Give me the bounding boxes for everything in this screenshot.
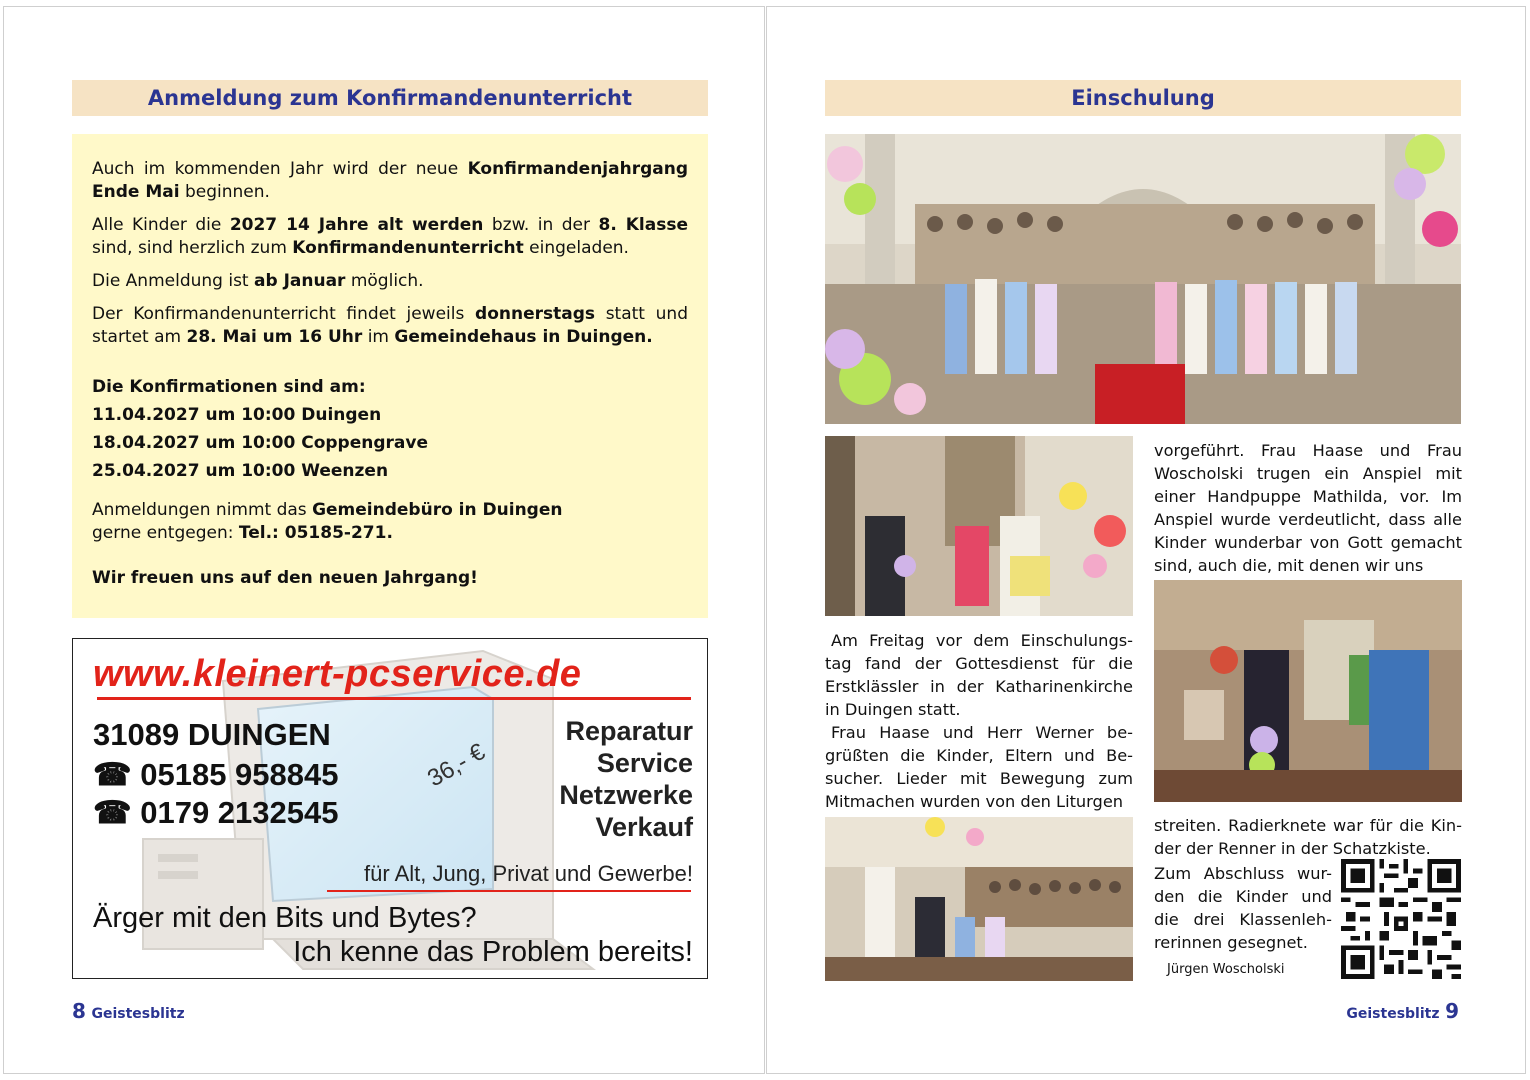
article-paragraph: Frau Haase und Herr Werner be-grüßten die Kinder, Eltern und Be-sucher. Lieder mit Bewegung zum Mitmachen wurden von den Liturgen — [825, 723, 1133, 811]
left-page — [3, 6, 765, 1074]
magazine-name: Geistesblitz — [91, 1006, 185, 1022]
ad-price: 36,- € — [423, 738, 490, 793]
ad-city: 31089 DUINGEN — [93, 717, 331, 752]
article-column-2-middle: streiten. Radierknete war für die Kin-der der Renner in der Schatzkiste. — [1154, 816, 1462, 858]
photo-blessing — [825, 817, 1133, 981]
ad-service: Verkauf — [595, 812, 693, 842]
photo-puppet-play — [1154, 580, 1462, 802]
paragraph-5: Anmeldungen nimmt das Gemeindebüro in Duingen gerne entgegen: Tel.: 05185-271. — [92, 500, 563, 543]
ad-service: Service — [596, 748, 693, 778]
paragraph-4: Der Konfirmandenunterricht findet jeweils donnerstags statt und startet am 28. Mai um 16 Uhr im Gemeindehaus in Duingen. — [92, 304, 688, 347]
article-paragraph: Am Freitag vor dem Einschulungs-tag fand der Gottesdienst für die Erstklässler in der Katharinenkirche in Duingen statt. — [825, 631, 1133, 719]
ad-url-underline — [97, 697, 691, 700]
magazine-name: Geistesblitz — [1346, 1006, 1440, 1022]
left-page-footer — [72, 999, 185, 1023]
page-number: 9 — [1445, 999, 1459, 1023]
photo-children-in-church — [825, 134, 1461, 424]
ad-service: Netzwerke — [559, 780, 693, 810]
author-name: Jürgen Woscholski — [1167, 962, 1285, 977]
ad-phone-2: ☎ 0179 2132545 — [93, 795, 339, 830]
ad-phone-1: ☎ 05185 958845 — [93, 757, 339, 792]
right-page-footer — [1346, 999, 1459, 1023]
confirmation-date: 18.04.2027 um 10:00 Coppengrave — [92, 433, 428, 453]
ad-slogan-2: Ich kenne das Problem bereits! — [293, 936, 693, 968]
article-column-2-bottom: Zum Abschluss wur-den die Kinder und die drei Klassenleh-rerinnen gesegnet. — [1154, 864, 1332, 952]
confirmations-heading: Die Konfirmationen sind am: — [92, 377, 366, 397]
left-page-title: Anmeldung zum Konfirmandenunterricht — [72, 80, 708, 116]
ad-tagline-underline — [327, 890, 691, 892]
confirmation-date: 11.04.2027 um 10:00 Duingen — [92, 405, 382, 425]
photo-liturgists-waving — [825, 436, 1133, 616]
registration-info-box — [72, 134, 708, 618]
article-column-1 — [825, 629, 1133, 813]
right-page-title: Einschulung — [825, 80, 1461, 116]
paragraph-3: Die Anmeldung ist ab Januar möglich. — [92, 271, 424, 291]
article-column-2-top: vorgeführt. Frau Haase und Frau Woscholski trugen ein Anspiel mit einer Handpuppe Mathilda, vor. Im Anspiel wurde verdeutlicht, dass alle Kinder wunderbar von Gott gemacht sind, auch die, mit denen wir uns — [1154, 441, 1462, 575]
ad-tagline: für Alt, Jung, Privat und Gewerbe! — [364, 861, 693, 886]
right-page — [766, 6, 1526, 1074]
confirmation-date: 25.04.2027 um 10:00 Weenzen — [92, 461, 389, 481]
paragraph-2: Alle Kinder die 2027 14 Jahre alt werden bzw. in der 8. Klasse sind, sind herzlich zum Konfirmandenunterricht eingeladen. — [92, 215, 688, 258]
ad-website: www.kleinert-pcservice.de — [93, 653, 582, 695]
closing-line: Wir freuen uns auf den neuen Jahrgang! — [92, 568, 478, 588]
ad-slogan-1: Ärger mit den Bits und Bytes? — [93, 902, 477, 934]
page-number: 8 — [72, 999, 86, 1023]
paragraph-1: Auch im kommenden Jahr wird der neue Konfirmandenjahrgang Ende Mai beginnen. — [92, 159, 688, 202]
qr-code-icon — [1341, 859, 1461, 979]
ad-service: Reparatur — [565, 716, 693, 746]
pc-service-advertisement — [72, 638, 708, 979]
ad-services — [559, 715, 693, 843]
